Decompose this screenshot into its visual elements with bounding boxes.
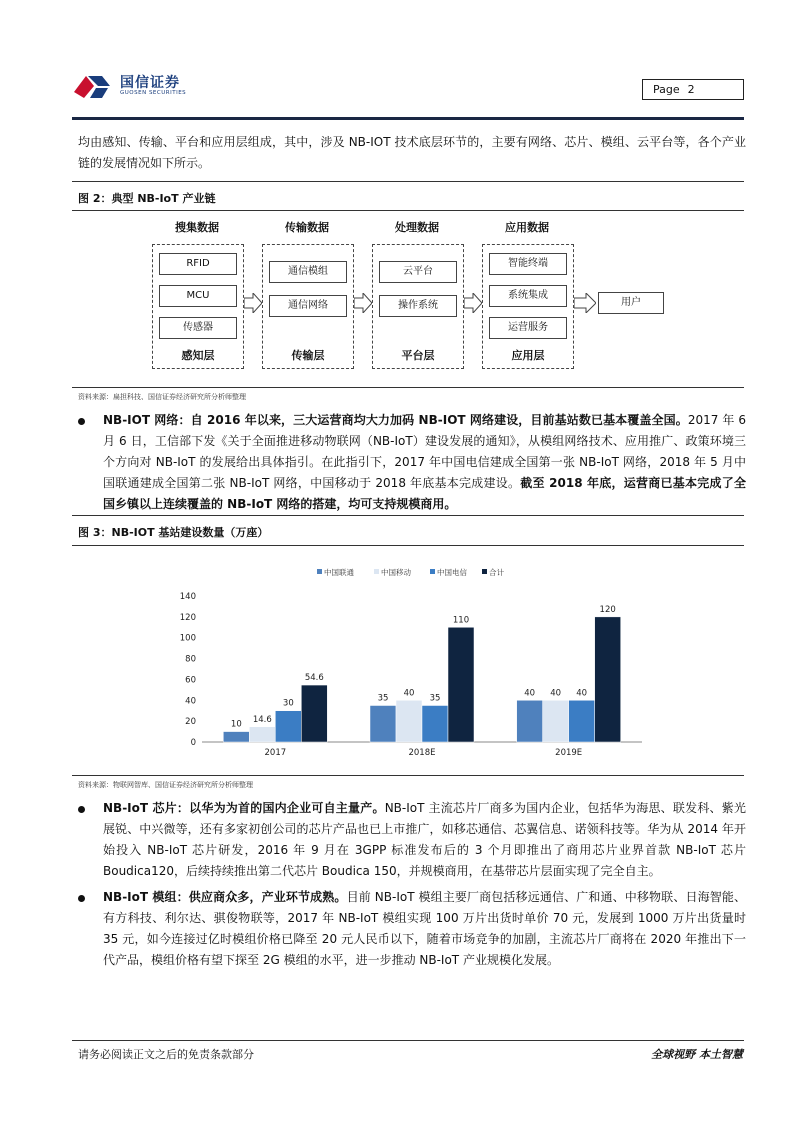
column-header: 应用数据	[505, 221, 549, 234]
bullet-text: NB-IoT 主流芯片厂商多为国内企业，包括华为海思、联发科、紫光展锐、中兴微等，还有多家初创公司的芯片产品也已上市推广，如移芯通信、芯翼信息、诺领科技等。华为从 2014 年开始投入 NB-IoT 芯片研发，2016 年 9 月在 3GPP 标准发布后的 3 个月即推出了商用芯片业界首款 NB-IoT 芯片 Boudica120，后续持续推出第二代芯片 Boudica 150，并规模商用，在基带芯片层面实现了完全自主。	[103, 801, 746, 878]
page-number: 2	[687, 83, 695, 96]
bar	[396, 700, 422, 742]
bullet-lead: NB-IoT 模组：	[103, 890, 189, 904]
bullet-bold: 以华为为首的国内企业可自主量产。	[189, 801, 385, 815]
layer-box-transport	[262, 244, 354, 369]
bar	[249, 727, 275, 742]
chain-item: MCU	[159, 285, 237, 307]
header-rule	[72, 117, 744, 120]
legend-swatch	[430, 569, 435, 574]
legend-swatch	[317, 569, 322, 574]
figure3-title-rule	[72, 545, 744, 546]
bullet-text: 2017 年 6 月 6 日，工信部下发《关于全面推进移动物联网（NB-IoT）建设发展的通知》，从模组网络技术、应用推广、政策环境三个方向对 NB-IoT 的发展给出具体指引。在此指引下，2017 年中国电信建成全国第一张 NB-IoT 网络，2018 年 5 月中国联通建成全国第二张 NB-IoT 网络，中国移动于 2018 年底基本完成建设。	[103, 413, 746, 490]
bullet-dot	[78, 418, 85, 425]
layer-label: 感知层	[181, 349, 215, 362]
figure3-bottom-rule	[72, 775, 744, 776]
legend-label: 中国移动	[381, 568, 411, 577]
figure2-title: 图 2：典型 NB-IoT 产业链	[78, 192, 216, 205]
y-tick-label: 0	[190, 738, 196, 748]
bullet-lead: NB-IOT 网络：	[103, 413, 191, 427]
layer-box-application	[482, 244, 574, 369]
chain-item: 云平台	[379, 261, 457, 283]
x-category-label: 2018E	[408, 748, 436, 758]
layer-label: 传输层	[291, 349, 325, 362]
bar-value-label: 40	[403, 688, 415, 699]
page-label: Page	[653, 83, 680, 96]
basestation-bar-chart	[152, 560, 652, 760]
logo-mark-icon	[72, 70, 118, 102]
bullet-network-paragraph	[103, 410, 746, 515]
layer-label: 应用层	[511, 349, 545, 362]
legend-label: 中国电信	[437, 568, 467, 577]
x-category-label: 2017	[264, 748, 287, 758]
figure2-source: 资料来源：扁担科技、国信证券经济研究所分析师整理	[78, 393, 246, 401]
y-tick-label: 80	[185, 654, 196, 665]
figure2-bottom-rule	[72, 387, 744, 388]
bar-value-label: 35	[429, 693, 441, 704]
bar	[448, 627, 474, 742]
bar-value-label: 54.6	[304, 673, 324, 684]
bullet-bold: 供应商众多，产业环节成熟。	[188, 890, 347, 904]
bar	[223, 732, 249, 742]
layer-box-perception	[152, 244, 244, 369]
bar-value-label: 40	[524, 688, 536, 699]
bar-value-label: 110	[452, 615, 470, 626]
column-header: 处理数据	[395, 221, 439, 234]
figure3-title: 图 3：NB-IOT 基站建设数量（万座）	[78, 526, 269, 539]
bar-value-label: 14.6	[252, 714, 272, 725]
figure3-source: 资料来源：物联网智库、国信证券经济研究所分析师整理	[78, 781, 253, 789]
bar-value-label: 40	[576, 688, 588, 699]
layer-box-platform	[372, 244, 464, 369]
chain-item: 操作系统	[379, 295, 457, 317]
column-header: 传输数据	[285, 221, 329, 234]
y-tick-label: 20	[185, 717, 196, 728]
bar-value-label: 30	[282, 698, 294, 709]
right-arrow-icon	[244, 293, 262, 313]
chain-end-user: 用户	[598, 292, 664, 314]
y-tick-label: 40	[185, 696, 196, 707]
chain-item: 运营服务	[489, 317, 567, 339]
layer-label: 平台层	[401, 349, 435, 362]
bar	[301, 685, 327, 742]
bar	[275, 711, 301, 742]
chart-canvas	[152, 560, 652, 760]
figure2-title-rule	[72, 210, 744, 211]
right-arrow-icon	[574, 293, 596, 313]
y-tick-label: 100	[179, 633, 196, 644]
y-tick-label: 140	[179, 592, 196, 602]
chain-item: 通信模组	[269, 261, 347, 283]
bar	[422, 706, 448, 743]
right-arrow-icon	[354, 293, 372, 313]
bar	[517, 700, 543, 742]
legend-swatch	[482, 569, 487, 574]
footer-disclaimer: 请务必阅读正文之后的免责条款部分	[78, 1048, 254, 1061]
industry-chain-diagram	[152, 217, 672, 377]
bullet-text: 目前 NB-IoT 模组主要厂商包括移远通信、广和通、中移物联、日海智能、有方科技、利尔达、骐俊物联等，2017 年 NB-IoT 模组实现 100 万片出货时单价 70 元，发展到 1000 万片出货量时 35 元，如今连接过亿时模组价格已降至 20 元人民币以下，随着市场竞争的加剧，主流芯片厂商将在 2020 年推出下一代产品，模组价格有望下探至 2G 模组的水平，进一步推动 NB-IoT 产业规模化发展。	[103, 890, 746, 967]
bar	[569, 700, 595, 742]
bullet-dot	[78, 895, 85, 902]
chain-item: 系统集成	[489, 285, 567, 307]
chain-item: 通信网络	[269, 295, 347, 317]
chain-item: 传感器	[159, 317, 237, 339]
y-tick-label: 120	[179, 612, 196, 623]
bullet-bold-conclusion: 截至 2018 年底，运营商已基本完成了全国乡镇以上连续覆盖的 NB-IoT 网络的搭建，均可支持规模商用。	[103, 476, 746, 511]
bullet-dot	[78, 806, 85, 813]
y-tick-label: 60	[185, 675, 196, 686]
figure3-top-rule	[72, 515, 744, 516]
bullet-lead: NB-IoT 芯片：	[103, 801, 190, 815]
footer-rule	[72, 1040, 744, 1041]
bar-value-label: 40	[550, 688, 562, 699]
bar-value-label: 10	[230, 719, 242, 730]
figure2-top-rule	[72, 181, 744, 182]
bar-value-label: 35	[377, 693, 389, 704]
footer-slogan: 全球视野 本土智慧	[651, 1048, 743, 1061]
logo-english-name: GUOSEN SECURITIES	[120, 90, 187, 96]
logo-chinese-name: 国信证券	[120, 75, 180, 91]
right-arrow-icon	[464, 293, 482, 313]
chain-item: 智能终端	[489, 253, 567, 275]
bullet-chip-paragraph	[103, 798, 746, 882]
x-category-label: 2019E	[555, 748, 583, 758]
page-number-box	[642, 79, 744, 100]
bar-value-label: 120	[599, 604, 616, 615]
bar	[543, 700, 569, 742]
column-header: 搜集数据	[175, 221, 219, 234]
chain-item: RFID	[159, 253, 237, 275]
legend-swatch	[374, 569, 379, 574]
bullet-module-paragraph	[103, 887, 746, 971]
bar	[595, 617, 621, 742]
intro-paragraph: 均由感知、传输、平台和应用层组成，其中，涉及 NB-IOT 技术底层环节的，主要有网络、芯片、模组、云平台等，各个产业链的发展情况如下所示。	[78, 135, 746, 170]
bullet-bold: 自 2016 年以来，三大运营商均大力加码 NB-IOT 网络建设，目前基站数已基本覆盖全国。	[190, 413, 688, 427]
legend-label: 合计	[489, 568, 504, 577]
company-logo	[72, 70, 202, 104]
legend-label: 中国联通	[324, 568, 354, 577]
bar	[370, 706, 396, 743]
